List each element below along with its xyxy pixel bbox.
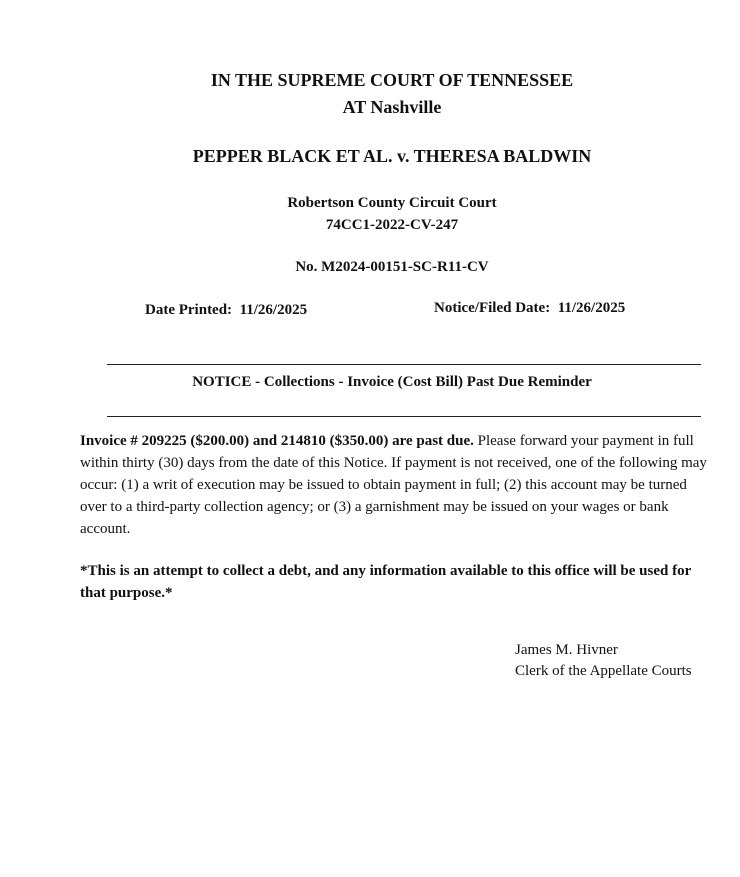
clerk-name: James M. Hivner [515,642,618,658]
notice-title: NOTICE - Collections - Invoice (Cost Bill) Past Due Reminder [192,374,592,390]
case-title: PEPPER BLACK ET AL. v. THERESA BALDWIN [192,146,592,166]
notice-body [80,430,710,540]
filed-date-label: Notice/Filed Date: [434,300,551,316]
filed-date-value: 11/26/2025 [557,300,626,316]
case-number: No. M2024-00151-SC-R11-CV [295,259,489,275]
payment-instructions: Please forward your payment in full within thirty (30) days from the date of this Notice. If payment is not received, one of the following may occur: (1) a writ of execution may be issued to obtain payment in full; (2) this account may be turned over to a third-party collection agency; or (3) a garnishment may be issued on your wages or bank account. [80,433,707,537]
court-location: AT Nashville [342,97,442,117]
lower-docket: 74CC1-2022-CV-247 [325,217,459,233]
date-printed-label: Date Printed: [145,302,233,318]
past-due-invoices: Invoice # 209225 ($200.00) and 214810 ($350.00) are past due. [80,433,474,449]
date-printed [145,302,307,319]
lower-court: Robertson County Circuit Court [287,195,497,211]
divider-bottom [107,416,701,417]
debt-disclaimer: *This is an attempt to collect a debt, and any information available to this office will be used for that purpose.* [80,563,691,601]
signature-block [515,640,692,682]
divider-top [107,364,701,365]
court-name: IN THE SUPREME COURT OF TENNESSEE [210,70,574,90]
clerk-title: Clerk of the Appellate Courts [515,663,692,679]
filed-date [434,300,625,317]
date-printed-value: 11/26/2025 [239,302,308,318]
